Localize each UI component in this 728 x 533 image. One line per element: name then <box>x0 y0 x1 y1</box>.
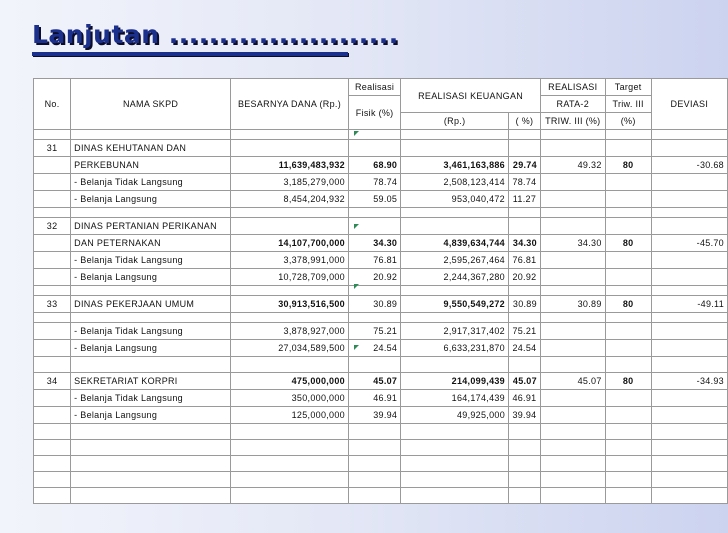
row-fisik: 45.07 <box>348 373 400 390</box>
comment-marker <box>354 131 359 136</box>
table-row <box>34 407 728 424</box>
row-dana: 3,878,927,000 <box>230 323 348 340</box>
table-row <box>34 218 728 235</box>
row-no: 31 <box>34 140 71 157</box>
row-pct: 39.94 <box>509 407 541 424</box>
header-no: No. <box>34 79 71 130</box>
row-dana: 3,378,991,000 <box>230 252 348 269</box>
row-dana: 14,107,700,000 <box>230 235 348 252</box>
row-pct: 46.91 <box>509 390 541 407</box>
row-pct: 20.92 <box>509 269 541 286</box>
row-dana: 3,185,279,000 <box>230 174 348 191</box>
row-rp: 953,040,472 <box>401 191 509 208</box>
row-pct: 29.74 <box>509 157 541 174</box>
row-fisik: 24.54 <box>348 340 400 357</box>
row-dana: 475,000,000 <box>230 373 348 390</box>
row-deviasi: -30.68 <box>651 157 727 174</box>
row-name: - Belanja Langsung <box>71 407 231 424</box>
row-rp: 2,595,267,464 <box>401 252 509 269</box>
table-row <box>34 390 728 407</box>
row-pct: 30.89 <box>509 296 541 313</box>
row-rp: 2,508,123,414 <box>401 174 509 191</box>
comment-marker <box>354 224 359 229</box>
row-name: - Belanja Langsung <box>71 269 231 286</box>
row-target: 80 <box>605 235 651 252</box>
header-realisasi: Realisasi <box>348 79 400 96</box>
row-name: - Belanja Tidak Langsung <box>71 390 231 407</box>
header-pct: ( %) <box>509 113 541 130</box>
table-row <box>34 269 728 286</box>
row-rata: 30.89 <box>540 296 605 313</box>
page-title: Lanjutan ....................... <box>32 20 399 49</box>
table-row <box>34 323 728 340</box>
row-no: 32 <box>34 218 71 235</box>
table-row <box>34 340 728 357</box>
table-row <box>34 191 728 208</box>
header-keuangan: REALISASI KEUANGAN <box>401 79 541 113</box>
row-pct: 78.74 <box>509 174 541 191</box>
row-name: - Belanja Langsung <box>71 191 231 208</box>
row-deviasi: -34.93 <box>651 373 727 390</box>
row-name: DINAS PEKERJAAN UMUM <box>71 296 231 313</box>
row-name-cont: PERKEBUNAN <box>71 157 231 174</box>
row-name-cont: DAN PETERNAKAN <box>71 235 231 252</box>
header-rp: (Rp.) <box>401 113 509 130</box>
row-dana: 27,034,589,500 <box>230 340 348 357</box>
table-row <box>34 157 728 174</box>
row-fisik: 46.91 <box>348 390 400 407</box>
header-target-1: Target <box>605 79 651 96</box>
row-name: - Belanja Tidak Langsung <box>71 174 231 191</box>
row-deviasi: -45.70 <box>651 235 727 252</box>
row-rp: 3,461,163,886 <box>401 157 509 174</box>
table-row <box>34 174 728 191</box>
realisasi-table <box>33 78 728 504</box>
row-rata: 49.32 <box>540 157 605 174</box>
header-target-3: (%) <box>605 113 651 130</box>
row-no: 33 <box>34 296 71 313</box>
row-dana: 10,728,709,000 <box>230 269 348 286</box>
row-fisik: 30.89 <box>348 296 400 313</box>
header-target-2: Triw. III <box>605 96 651 113</box>
comment-marker <box>354 345 359 350</box>
row-dana: 30,913,516,500 <box>230 296 348 313</box>
header-deviasi: DEVIASI <box>651 79 727 130</box>
header-rata-2: RATA-2 <box>540 96 605 113</box>
table-row <box>34 140 728 157</box>
row-rp: 2,917,317,402 <box>401 323 509 340</box>
row-fisik: 75.21 <box>348 323 400 340</box>
row-pct: 11.27 <box>509 191 541 208</box>
row-fisik: 59.05 <box>348 191 400 208</box>
row-fisik: 34.30 <box>348 235 400 252</box>
row-rata: 34.30 <box>540 235 605 252</box>
row-name: DINAS KEHUTANAN DAN <box>71 140 231 157</box>
row-dana: 125,000,000 <box>230 407 348 424</box>
row-dana: 8,454,204,932 <box>230 191 348 208</box>
row-name: - Belanja Langsung <box>71 340 231 357</box>
row-fisik: 68.90 <box>348 157 400 174</box>
header-rata-3: TRIW. III (%) <box>540 113 605 130</box>
table-row <box>34 235 728 252</box>
row-name: SEKRETARIAT KORPRI <box>71 373 231 390</box>
row-name: DINAS PERTANIAN PERIKANAN <box>71 218 231 235</box>
header-dana: BESARNYA DANA (Rp.) <box>230 79 348 130</box>
table-row <box>34 252 728 269</box>
row-rp: 6,633,231,870 <box>401 340 509 357</box>
row-pct: 34.30 <box>509 235 541 252</box>
header-fisik: Fisik (%) <box>348 96 400 130</box>
table-row <box>34 373 728 390</box>
header-rata-1: REALISASI <box>540 79 605 96</box>
row-rp: 214,099,439 <box>401 373 509 390</box>
title-underline <box>32 52 348 56</box>
row-rp: 164,174,439 <box>401 390 509 407</box>
row-rp: 2,244,367,280 <box>401 269 509 286</box>
header-row <box>34 79 728 96</box>
row-dana: 11,639,483,932 <box>230 157 348 174</box>
row-name: - Belanja Tidak Langsung <box>71 252 231 269</box>
row-rp: 9,550,549,272 <box>401 296 509 313</box>
row-pct: 45.07 <box>509 373 541 390</box>
row-target: 80 <box>605 296 651 313</box>
row-dana: 350,000,000 <box>230 390 348 407</box>
row-fisik: 20.92 <box>348 269 400 286</box>
row-fisik: 76.81 <box>348 252 400 269</box>
row-rp: 49,925,000 <box>401 407 509 424</box>
row-target: 80 <box>605 373 651 390</box>
comment-marker <box>354 284 359 289</box>
row-target: 80 <box>605 157 651 174</box>
row-rata: 45.07 <box>540 373 605 390</box>
row-no: 34 <box>34 373 71 390</box>
row-pct: 76.81 <box>509 252 541 269</box>
row-pct: 75.21 <box>509 323 541 340</box>
row-name: - Belanja Tidak Langsung <box>71 323 231 340</box>
row-fisik: 78.74 <box>348 174 400 191</box>
table-row <box>34 296 728 313</box>
row-deviasi: -49.11 <box>651 296 727 313</box>
row-rp: 4,839,634,744 <box>401 235 509 252</box>
row-pct: 24.54 <box>509 340 541 357</box>
row-fisik: 39.94 <box>348 407 400 424</box>
header-nama: NAMA SKPD <box>71 79 231 130</box>
